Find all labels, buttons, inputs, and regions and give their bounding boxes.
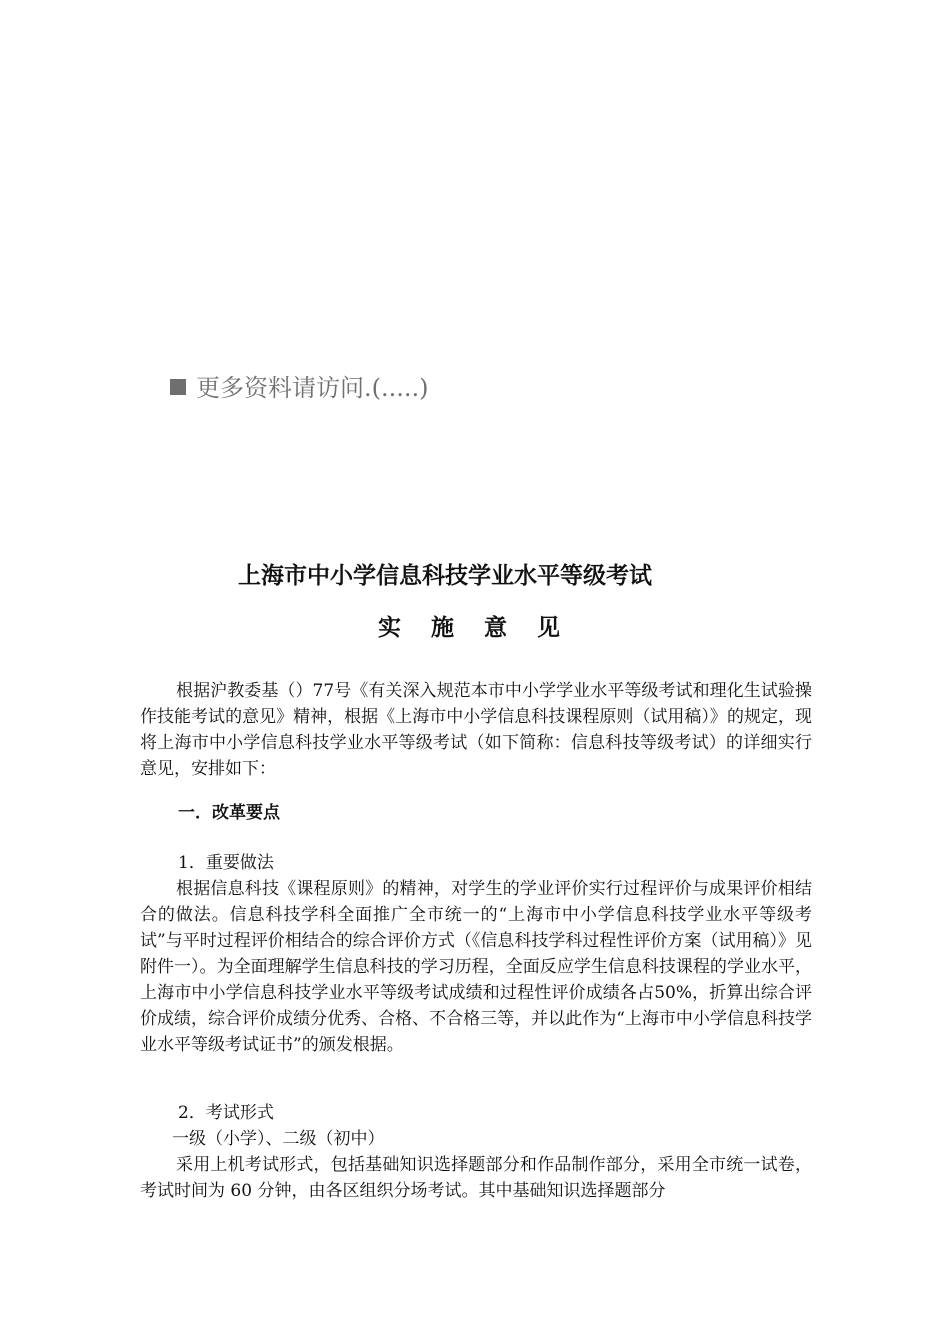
item-body: 采用上机考试形式，包括基础知识选择题部分和作品制作部分，采用全市统一试卷，考试时间为 60 分钟，由各区组织分场考试。其中基础知识选择题部分 <box>140 1155 812 1201</box>
subtitle-char: 实 <box>378 615 403 641</box>
level-line: 一级（小学）、二级（初中） <box>172 1129 385 1149</box>
square-bullet-icon <box>170 379 186 395</box>
subtitle-char: 意 <box>484 615 509 641</box>
document-subtitle <box>0 610 940 646</box>
intro-paragraph: 根据沪教委基（）77号《有关深入规范本市中小学学业水平等级考试和理化生试验操作技能考试的意见》精神，根据《上海市中小学信息科技课程原则（试用稿）》的规定，现将上海市中小学信息科技学业水平等级考试（如下简称：信息科技等级考试）的详细实行意见，安排如下： <box>140 681 812 779</box>
subtitle-char: 施 <box>431 615 456 641</box>
notice-banner <box>170 368 429 408</box>
document-title: 上海市中小学信息科技学业水平等级考试 <box>238 563 652 589</box>
notice-text: 更多资料请访问.(.....) <box>196 374 429 402</box>
subtitle-char: 见 <box>537 615 562 641</box>
item-heading: 2．考试形式 <box>178 1103 274 1123</box>
section-heading: 一．改革要点 <box>178 803 280 823</box>
item-body: 根据信息科技《课程原则》的精神，对学生的学业评价实行过程评价与成果评价相结合的做法。信息科技学科全面推广全市统一的“上海市中小学信息科技学业水平等级考试”与平时过程评价相结合的综合评价方式（《信息科技学科过程性评价方案（试用稿）》见附件一）。为全面理解学生信息科技的学习历程，全面反应学生信息科技课程的学业水平，上海市中小学信息科技学业水平等级考试成绩和过程性评价成绩各占50%，折算出综合评价成绩，综合评价成绩分优秀、合格、不合格三等，并以此作为“上海市中小学信息科技学业水平等级考试证书”的颁发根据。 <box>140 879 812 1055</box>
item-heading: 1．重要做法 <box>178 853 274 873</box>
